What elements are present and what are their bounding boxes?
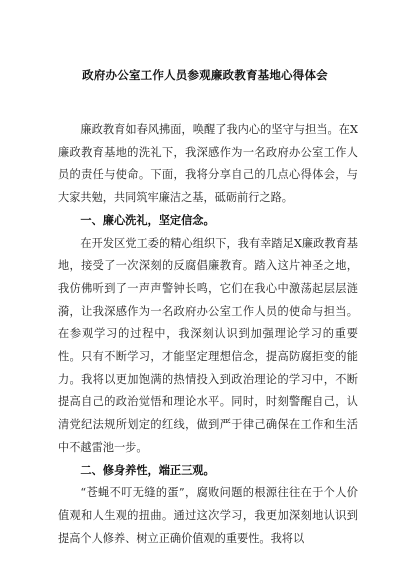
section-2-heading: 二、修身养性，端正三观。 xyxy=(80,463,215,477)
document-title: 政府办公室工作人员参观廉政教育基地心得体会 xyxy=(82,68,328,82)
section-1-heading: 一、廉心洗礼，坚定信念。 xyxy=(80,213,215,227)
intro-paragraph: 廉政教育如春风拂面，唤醒了我内心的坚守与担当。在X廉政教育基地的洗礼下，我深感作为一名政府办公室工作人员的责任与使命。下面，我将分享自己的几点心得体会，与大家共勉，共同筑牢廉洁之基，砥砺前行之路。 xyxy=(58,123,358,205)
section-2-paragraph: “苍蝇不叮无缝的蛋”，腐败问题的根源往往在于个人价值观和人生观的扭曲。通过这次学习，我更加深刻地认识到提高个人修养、树立正确价值观的重要性。我将以 xyxy=(58,486,358,545)
document-body xyxy=(58,119,358,550)
section-1-paragraph: 在开发区党工委的精心组织下，我有幸踏足X廉政教育基地，接受了一次深刻的反腐倡廉教育。踏入这片神圣之地，我仿佛听到了一声声警钟长鸣，它们在我心中激荡起层层涟漪，让我深感作为一名政府办公室工作人员的使命与担当。在参观学习的过程中，我深刻认识到加强理论学习的重要性。只有不断学习，才能坚定理想信念，提高防腐拒变的能力。我将以更加饱满的热情投入到政治理论的学习中，不断提高自己的政治觉悟和理论水平。同时，时刻警醒自己，认清党纪法规所划定的红线，做到严于律己确保在工作和生活中不越雷池一步。 xyxy=(58,236,358,454)
